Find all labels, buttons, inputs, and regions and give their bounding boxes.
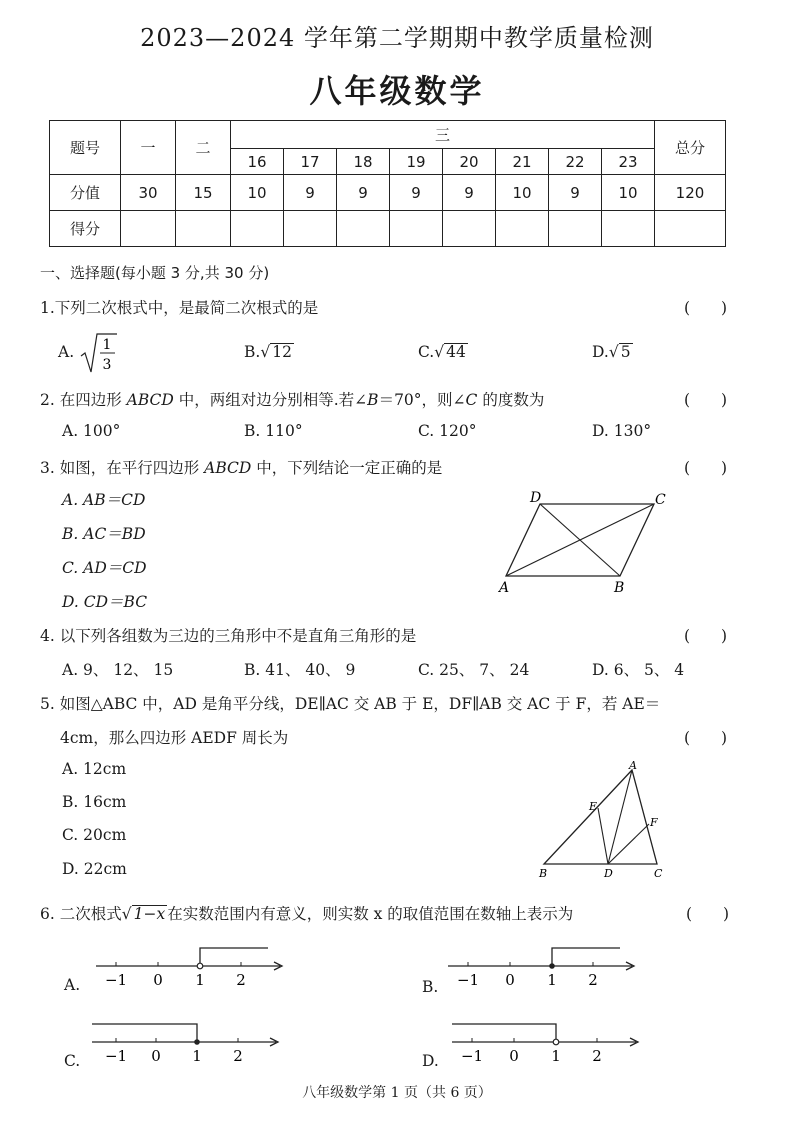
q1-a-label: A. bbox=[58, 343, 75, 361]
q5-stem-line2: 4cm，那么四边形 AEDF 周长为 bbox=[60, 729, 289, 747]
q1-c-radicand: 44 bbox=[446, 343, 466, 361]
q2-stem bbox=[40, 388, 544, 410]
sub-num: 17 bbox=[284, 149, 337, 175]
q1-a-denominator: 3 bbox=[102, 357, 112, 373]
q2-stem-mid: 中，两组对边分别相等.若∠ bbox=[173, 391, 368, 409]
q3-abcd: ABCD bbox=[204, 459, 252, 477]
q1-option-b[interactable] bbox=[244, 343, 294, 361]
value-cell: 9 bbox=[337, 175, 390, 211]
q1-d-radicand: 5 bbox=[620, 343, 631, 361]
score-cell[interactable] bbox=[337, 211, 390, 247]
q1-b-radicand: 12 bbox=[272, 343, 292, 361]
q6-stem-pre: 6. 二次根式 bbox=[40, 905, 122, 923]
sub-num: 19 bbox=[390, 149, 443, 175]
point-f-label: F bbox=[650, 816, 658, 829]
tick-label: 2 bbox=[236, 971, 246, 989]
page-footer: 八年级数学第 1 页（共 6 页） bbox=[302, 1085, 492, 1101]
radical-sign: √ bbox=[608, 343, 619, 361]
q1-stem: 1.下列二次根式中，是最简二次根式的是 bbox=[40, 299, 319, 317]
sub-num: 22 bbox=[549, 149, 602, 175]
vertex-c-label: C bbox=[654, 867, 663, 880]
value-cell: 10 bbox=[602, 175, 655, 211]
score-cell[interactable] bbox=[390, 211, 443, 247]
score-cell[interactable] bbox=[176, 211, 231, 247]
radical-sign: √ bbox=[121, 905, 132, 923]
value-cell: 9 bbox=[390, 175, 443, 211]
q3-option-b[interactable]: B. AC＝BD bbox=[62, 525, 146, 543]
triangle-figure bbox=[530, 758, 680, 880]
tick-label: −1 bbox=[104, 1047, 128, 1065]
value-cell: 10 bbox=[496, 175, 549, 211]
q6-option-a-label[interactable]: A. bbox=[64, 976, 81, 994]
value-cell: 15 bbox=[176, 175, 231, 211]
q2-angle-c: C bbox=[465, 391, 478, 409]
q6-option-c-label[interactable]: C. bbox=[64, 1052, 81, 1070]
value-cell: 9 bbox=[443, 175, 496, 211]
q2-stem-mid2: ＝70°，则∠ bbox=[378, 391, 466, 409]
score-cell[interactable] bbox=[121, 211, 176, 247]
q4-stem: 4. 以下列各组数为三边的三角形中不是直角三角形的是 bbox=[40, 627, 417, 645]
q5-option-b[interactable]: B. 16cm bbox=[62, 793, 127, 811]
tick-label: 0 bbox=[153, 971, 163, 989]
q3-option-d[interactable]: D. CD＝BC bbox=[62, 593, 148, 611]
sub-num: 18 bbox=[337, 149, 390, 175]
tick-label: 2 bbox=[588, 971, 598, 989]
q2-option-d[interactable]: D. 130° bbox=[592, 422, 652, 440]
score-cell[interactable] bbox=[443, 211, 496, 247]
q1-option-d[interactable] bbox=[592, 343, 633, 361]
q5-option-a[interactable]: A. 12cm bbox=[62, 760, 127, 778]
tick-label: 1 bbox=[192, 1047, 202, 1065]
q1-c-label: C. bbox=[418, 343, 435, 361]
q2-abcd: ABCD bbox=[126, 391, 174, 409]
exam-title: 2023—2024 学年第二学期期中教学质量检测 bbox=[140, 24, 654, 52]
vertex-b-label: B bbox=[539, 867, 548, 880]
score-cell[interactable] bbox=[231, 211, 284, 247]
radical-sign: √ bbox=[260, 343, 271, 361]
score-cell[interactable] bbox=[602, 211, 655, 247]
q6-number-line-c[interactable] bbox=[86, 1016, 286, 1066]
q6-number-line-d[interactable] bbox=[446, 1016, 646, 1066]
q3-stem bbox=[40, 456, 442, 478]
sub-num: 16 bbox=[231, 149, 284, 175]
group-three: 三 bbox=[231, 121, 655, 149]
tick-label: −1 bbox=[460, 1047, 484, 1065]
tick-label: 0 bbox=[509, 1047, 519, 1065]
q5-stem-line1: 5. 如图△ABC 中，AD 是角平分线，DE∥AC 交 AB 于 E，DF∥AB 交 AC 于 F，若 AE＝ bbox=[40, 695, 661, 713]
vertex-c-label: C bbox=[655, 492, 666, 508]
radical-sign: √ bbox=[434, 343, 445, 361]
value-cell: 9 bbox=[549, 175, 602, 211]
q1-d-label: D. bbox=[592, 343, 609, 361]
q1-option-a[interactable] bbox=[58, 332, 119, 374]
q6-number-line-b[interactable] bbox=[442, 940, 642, 990]
tick-label: −1 bbox=[456, 971, 480, 989]
point-e-label: E bbox=[589, 800, 598, 813]
q4-answer-paren[interactable]: ( ) bbox=[684, 627, 728, 645]
total-label: 总分 bbox=[655, 121, 726, 175]
q3-option-c[interactable]: C. AD＝CD bbox=[62, 559, 147, 577]
sub-num: 21 bbox=[496, 149, 549, 175]
point-d-label: D bbox=[604, 867, 613, 880]
q3-option-a[interactable]: A. AB＝CD bbox=[62, 491, 146, 509]
tick-label: 1 bbox=[547, 971, 557, 989]
section-heading: 一、选择题(每小题 3 分,共 30 分) bbox=[40, 264, 270, 282]
sub-num: 23 bbox=[602, 149, 655, 175]
q5-answer-paren[interactable]: ( ) bbox=[684, 729, 728, 747]
tick-label: 2 bbox=[233, 1047, 243, 1065]
score-cell[interactable] bbox=[284, 211, 337, 247]
q2-option-b[interactable]: B. 110° bbox=[244, 422, 303, 440]
vertex-b-label: B bbox=[614, 580, 625, 596]
value-cell: 10 bbox=[231, 175, 284, 211]
tick-label: −1 bbox=[104, 971, 128, 989]
score-cell[interactable] bbox=[655, 211, 726, 247]
q2-option-c[interactable]: C. 120° bbox=[418, 422, 477, 440]
q3-stem-pre: 3. 如图，在平行四边形 bbox=[40, 459, 205, 477]
q6-radicand: 1−x bbox=[133, 905, 166, 923]
q6-stem-post: 在实数范围内有意义，则实数 x 的取值范围在数轴上表示为 bbox=[167, 905, 574, 923]
q5-option-c[interactable]: C. 20cm bbox=[62, 826, 127, 844]
score-cell[interactable] bbox=[496, 211, 549, 247]
vertex-a-label: A bbox=[629, 759, 637, 772]
group-two: 二 bbox=[176, 121, 231, 175]
q4-option-d[interactable]: D. 6、 5、 4 bbox=[592, 661, 685, 679]
tick-label: 1 bbox=[195, 971, 205, 989]
parallelogram-figure bbox=[490, 486, 680, 598]
q1-a-sqrt-frac bbox=[79, 332, 119, 374]
value-label: 分值 bbox=[50, 175, 121, 211]
q5-option-d[interactable]: D. 22cm bbox=[62, 860, 127, 878]
q6-number-line-a[interactable] bbox=[90, 940, 290, 990]
q1-a-numerator: 1 bbox=[102, 337, 112, 353]
qnum-label: 题号 bbox=[50, 121, 121, 175]
q2-option-a[interactable]: A. 100° bbox=[62, 422, 121, 440]
value-cell: 120 bbox=[655, 175, 726, 211]
q3-answer-paren[interactable]: ( ) bbox=[684, 459, 728, 477]
tick-label: 1 bbox=[551, 1047, 561, 1065]
subject-title: 八年级数学 bbox=[309, 72, 485, 110]
vertex-d-label: D bbox=[530, 490, 542, 506]
sub-num: 20 bbox=[443, 149, 496, 175]
q6-option-b-label[interactable]: B. bbox=[422, 978, 439, 996]
tick-label: 2 bbox=[592, 1047, 602, 1065]
q2-answer-paren[interactable]: ( ) bbox=[684, 391, 728, 409]
q1-answer-paren[interactable]: ( ) bbox=[684, 299, 728, 317]
score-label: 得分 bbox=[50, 211, 121, 247]
tick-label: 0 bbox=[505, 971, 515, 989]
q4-option-a[interactable]: A. 9、 12、 15 bbox=[62, 661, 174, 679]
group-one: 一 bbox=[121, 121, 176, 175]
q2-angle-b: B bbox=[367, 391, 379, 409]
value-cell: 30 bbox=[121, 175, 176, 211]
q4-option-c[interactable]: C. 25、 7、 24 bbox=[418, 661, 530, 679]
q6-stem bbox=[40, 902, 573, 924]
q2-stem-post: 的度数为 bbox=[477, 391, 545, 409]
q1-option-c[interactable] bbox=[418, 343, 468, 361]
q3-stem-post: 中，下列结论一定正确的是 bbox=[251, 459, 443, 477]
score-cell[interactable] bbox=[549, 211, 602, 247]
q1-b-label: B. bbox=[244, 343, 261, 361]
score-table bbox=[49, 120, 726, 247]
q2-stem-pre: 2. 在四边形 bbox=[40, 391, 127, 409]
q6-answer-paren[interactable]: ( ) bbox=[686, 905, 730, 923]
vertex-a-label: A bbox=[499, 580, 510, 596]
tick-label: 0 bbox=[151, 1047, 161, 1065]
value-cell: 9 bbox=[284, 175, 337, 211]
q6-option-d-label[interactable]: D. bbox=[422, 1052, 439, 1070]
q4-option-b[interactable]: B. 41、 40、 9 bbox=[244, 661, 356, 679]
